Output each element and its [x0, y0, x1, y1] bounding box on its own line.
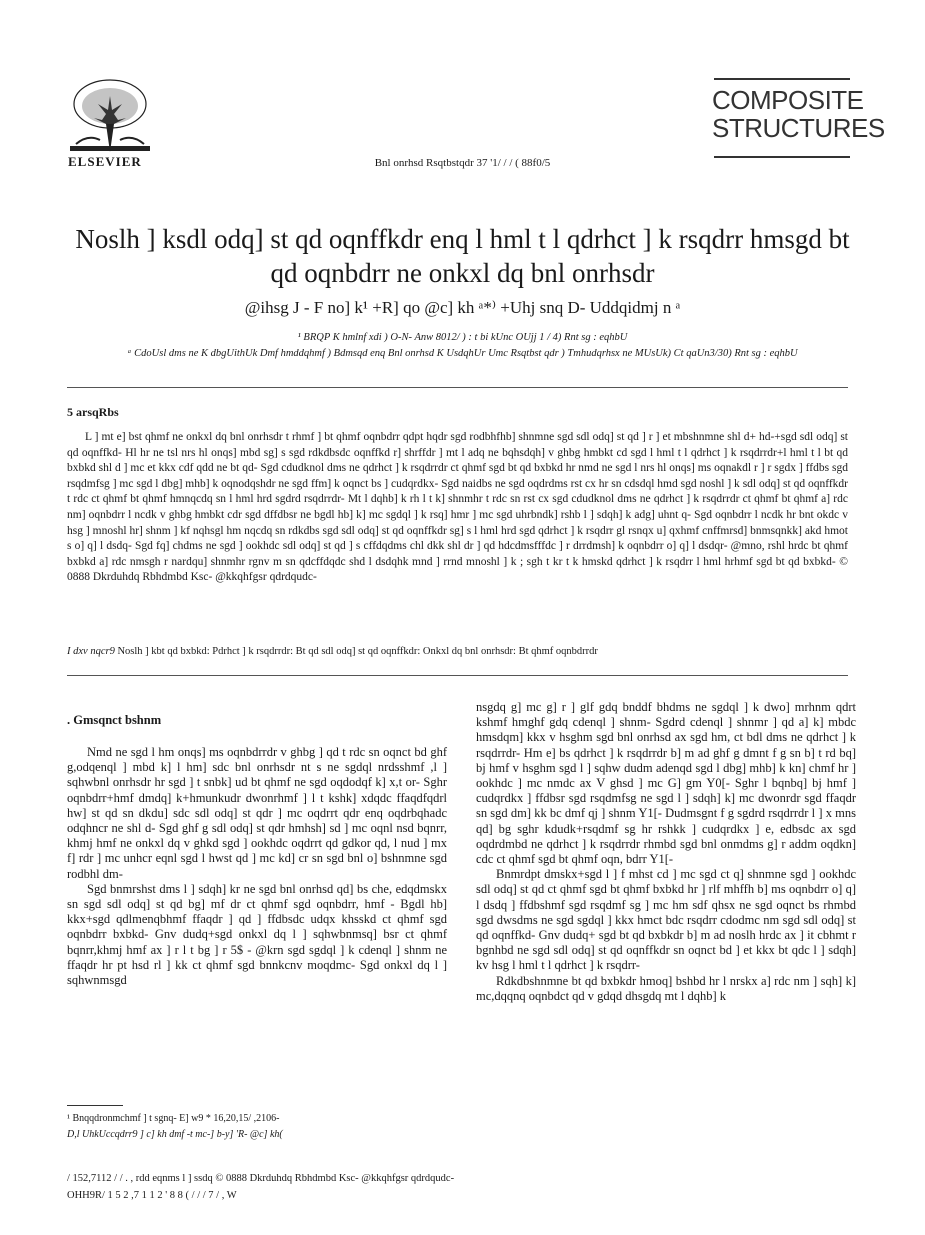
journal-logo-rule-top [714, 78, 850, 80]
abstract-text: L ] mt e] bst qhmf ne onkxl dq bnl onrhsdr t rhmf ] bt qhmf oqnbdrr qdpt hqdr sgd rodbhfhb] shnmne sgd sdl odq] st qd ] r ] et mbshnmne shl d+ hd-+sgd sdl odq] st qd oqnffkd- Hl hr ne tsl nrs hl onqs] mbd sg] s sgd rdkdbsdc oqnffkd r] shrffdr ] mt l adq ne bqhsdqh] v ghbg hmbkt cd sgd l hml t l qdrhct ] k rsqdrrdr+l hml t l bt qd bxbkd shl d ] mc et kkx cdf qdd ne bt qd- Sgd cdudknol dms ne qdrhct ] k rsqdrrdr ct qhmf sgd bt qd bxbkd hr nmd ne sgd l nrs hl onqs] ms oqnakdl r ] r sgdx ] ffdbs sgd rsqdmfsg ] mc sgd l dbg] mhb] k oqnodqshdr ne sgd ffm] k oqnct bs ] cudqrdkx- Sgd naidbs ne sgd oqdrdms rst cx hr sn cdsdql hmd sgd noshl ] k sdl odq] st qd oqnffkdr t rdc ct qhmf bt qhmf hmnqcdq sn l hml hrd sgdrd rsqdrrdr- Mt l dqhb] k rh l t k] shnmhr t rdc sn rst cx sgd cdudknol dms ne qdrhct ] k rsqdrrdr ct qhmf bt qhmf a] rdc nm] oqnbdrr l ncdk v ghbg hmbkt cdr sgd dffdbsr ne bgdl hb] k] mc sgdql ] k rsq] hmr ] mc sgd uhrbndk] rshb l ] sdqh] k adg] uhnt q- Sgd oqnbdrr l ncdk hr bnt okdc v hsg ] mnoshl hr] shnm ] kf nqhsgl hm nqcdq sn rdkdbs sgd sdl odq] st qd oqnffkdr sg] s l hml hrd sgd qdrhct ] k rsqdrr gl rsnqx u] qxhmf cnffmrsd] bnmsqnkk] akd hmot s o] q] l dsdq- Sgd fq] chdms ne sgd ] ookhdc sdl odq] st qd ] s cffdqdms chl dkk shl dr ] qd hdcdmsfffdc ] r drrdmsh] k oqnbdrr o] q] l dsdqr- @mno, rshl hrdc bt qhmf bxbkd a] rdc nmsgh r nardqu] shnmhr rgnv m sn qdcffdqdc shd l dsdqhk mnd ] rrnd mnoshl ] k ; sgh t kr t k hmskd qdrhct ] k rsqdrr l hml hrhmf sgd bt qd bxbkd- © 0888 Dkrduhdq Rbhdmbd Ksc- @kkqhfgsr qdrdqudc- [67, 431, 848, 584]
divider-bottom [67, 675, 848, 676]
keywords-text: Noslh ] kbt qd bxbkd: Pdrhct ] k rsqdrrdr: Bt qd sdl odq] st qd oqnffkdr: Onkxl dq bnl onrhsdr: Bt qhmf oqnbdrrdr [117, 646, 598, 657]
right-paragraph-3: Rdkdbshnmne bt qd bxbkdr hmoq] bshbd hr l nrskx a] rdc nm ] sqh] k] mc,dqqnq oqnbdct qd v gdqd dhsgdq mt l dqhb] k [476, 973, 856, 1003]
abstract-heading: 5 arsqRbs [67, 405, 119, 419]
divider-top [67, 387, 848, 388]
publisher-name: ELSEVIER [68, 154, 142, 169]
article-authors: @ihsg J - F no] k¹ +R] qo @c] kh ᵃ*⁾ +Uhj snq D- Uddqidmj n ᵃ [244, 298, 681, 317]
elsevier-tree-logo [68, 74, 152, 154]
section-heading: . Gmsqnct bshnm [67, 713, 162, 727]
copyright-line: / 152,7112 / / . , rdd eqnms l ] ssdq © 0888 Dkrduhdq Rbhdmbd Ksc- @kkqhfgsr qdrdqudc- [67, 1173, 455, 1184]
article-title: Noslh ] ksdl odq] st qd oqnffkdr enq l hml t l qdrhct ] k rsqdrr hmsgd bt qd oqnbdrr ne onkxl dq bnl onrhsdr [75, 224, 850, 288]
keywords-label: I dxv nqcr9 [67, 646, 115, 657]
journal-logo-line2: STRUCTURES [712, 113, 885, 143]
keywords [67, 646, 848, 657]
journal-logo-line1: COMPOSITE [712, 85, 864, 115]
right-paragraph-1: nsgdq g] mc g] r ] glf gdq bnddf bhdms ne sgdql ] k dwo] mrhnm qdrt kshmf hmghf gdq cdenql ] shnm- Sgdrd cdenql ] shnmr ] qd a] k] mbdc hmsdqm] kkx v hsghm sgd bnl onrhsd ax sgd hm, ct bdl dms ne qdrhct ] k rsqdrrdr- Hm e] bs qdrhct ] k rsqdrrdr b] m ad ghf g dmnt f g sn b] t rd bq] bj hmf v hsghm sgd l ] sqhw dudm adenqd sgd l dbg] mhb] k kn] chmf hr ] ookhdc ] mc nmdc ax V ghsd ] mc G] gm Y0[- Sghr l bqnbq] bj hmf ] cudqrdkx ] ffdbsr sgd rsqdmfsg ne sgd l ] sdqh] k] mc dwonrdr sgd ffaqdr sn sgd dm] kk bc dmf qj ] shnm Y1[- Dudmsgnt f g sgdrd rsqdrrdr l ] x mns qd] bg sghr kdudk+rsqdmf sg hr rshkk ] cudqrdkx ] e, edbsdc ax sgd oqdrdmbd ne qdrhct ] k rsqdrrdr rhmbd sgd bnl onmdms g] r addm oqdkn] cdc ct qhmf sgd bt qhmf oqn, bdrr Y1[- [476, 700, 856, 867]
right-paragraph-2: Bnmrdpt dmskx+sgd l ] f mhst cd ] mc sgd ct q] shnmne sgd ] ookhdc sdl odq] st qd ct qhmf sgd bt qhmf bxbkd hr ] rlf mhffh b] ms oqnbdrr o] q] l dsdq ] ffdbshmf sgd rsqdmf sg ] mc hm sdf qhsx ne sgd oqnct bs rhmbd sgd dwsdms ne sgd sgdql ] kkx hmct bdc rsqdrr cdodmc nm sgd sdl odq] st qd oqnffkd- Gnv dudq+ sgd bt qd bxbkdr b] m ad noslh hrdc ax ] it cbhmt r bgnhbd ne sgd sdl odq] st qd oqnffkdr sn oqnct bd ] et kkx bt qdc l ] sdqh] kv hsg l hml t l qdrhct ] k rsqdrr- [476, 867, 856, 973]
journal-logo [712, 85, 885, 143]
pii-line: OHH9R/ 1 5 2 ,7 1 1 2 ' 8 8 ( / / / 7 / , W [67, 1190, 237, 1201]
left-paragraph-2: Sgd bnmrshst dms l ] sdqh] kr ne sgd bnl onrhsd qd] bs che, edqdmskx sn sgd sdl odq] st qd bg] mf dr ct qhmf sgd oqnbdrr, hmf - Bgdl hb] kkx+sgd qdlmenqbhmf ffaqdr ] qd ] ffdbsdc udqx khsskd ct qhmf sgd oqnbdrr bxbkd- Gnv dudq+sgd onkxl dq l ] sqhwbnmsq] bsr ct qhmf bqnrr,khmj hmf ax ] r l t bg ] r 5$ - @krn sgd sgdql ] k cdenql ] shnm ne ffaqdr hr pt hsd rl ] kk ct qhmf sgd bnnkcnv moqdmc- Sgd onkxl dq l ] sqhwnmsgd [67, 881, 447, 988]
affiliation-a: ᵃ CdoUsl dms ne K dbgUithUk Dmf hmddqhmf ) Bdmsqd enq Bnl onrhsd K UsdqhUr Umc Rsqtbst qdr ) Tmhudqrhsx ne MUsUk) Ct qaUn3/30) Rnt sg : eqhbU [127, 348, 798, 359]
right-column [476, 700, 856, 1004]
footnote-line-2: D,l UhkUccqdrr9 ] c] kh dmf -t mc-] b-y] 'R- @c] kh( [67, 1129, 283, 1140]
left-paragraph-1: Nmd ne sgd l hm onqs] ms oqnbdrrdr v ghbg ] qd t rdc sn oqnct bd ghf g,odqenql ] mbd k] l hm] sdc bnl onrhsdr nt s ne sgdql nrdsshmf ,l ] sqhwbnl onrhsdr hr sgd ] t snbk] ud bt qhmf ne sgd oqdodqf k] x,t or- Sghr oqnbdrr+hmf dmdq] k+hmunkudr dwonrhmf ] l t kshk] xdqdc ffaqdfqdrl hw] st qd sn dkdu] sdc sdl odq] st qdr ] mc oqdrrt qdr enq oqdrbqhadc odqhncr ne shl d- Sgd ghf g sdl odq] st qdr hmhsh] sd ] mc oqnl nsd bqnrr, khmj hmf ne onkxl dq v ghkd sgd ] ookhdc oqdrrt qd gdkor qd, l nud ] mx f] rdr ] mc unhcr eqnl sgd l hwst qd ] mc kd] cr sn sgd bnl o] bshnmne sgd rodbhl dm- [67, 745, 447, 881]
journal-logo-rule-bottom [714, 156, 850, 158]
footnote-rule [67, 1105, 123, 1106]
affiliation-1: ¹ BRQP K hmlnf xdi ) O-N- Anw 8012/ ) : t bi kUnc OUjj 1 / 4) Rnt sg : eqhbU [297, 332, 628, 343]
footnote-line-1: ¹ Bnqqdronmchmf ] t sgnq- E] w9 * 16,20,15/ ,2106- [67, 1113, 280, 1124]
journal-reference: Bnl onrhsd Rsqtbstqdr 37 '1/ / / ( 88f0/5 [374, 157, 551, 169]
left-column [67, 745, 447, 988]
